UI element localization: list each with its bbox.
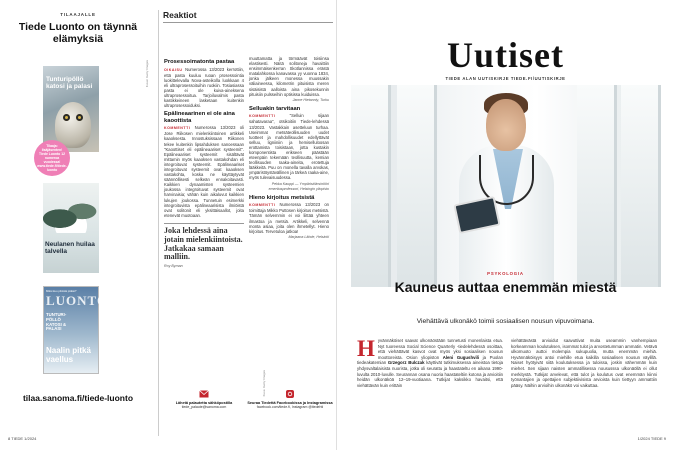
cover-luonto-headline: Naalin pitkä vaellus [46, 346, 91, 364]
letter-tag: KOMMENTTI [164, 126, 191, 131]
letter-title: Epälineaarinen ei ole aina kaoottista [164, 111, 235, 124]
right-page [337, 0, 674, 450]
letter-title: Prosessoimatonta pastaa [164, 59, 235, 65]
page-folio: 8 TIEDE 1/2024 [8, 436, 37, 441]
section-subtitle: TIEDE ALAN UUTISKIRJE TIEDE.FI/UUTISKIRJE [445, 76, 566, 81]
window-pane [621, 85, 661, 287]
letter-signature: Janne Hietanniy, Turku [292, 97, 329, 102]
photo-credit: Kuva: Getty Images [262, 370, 266, 397]
article-body [357, 338, 657, 428]
letter-signature: Pekka Kauppi — Ympäristöinsinööri emeritusprofessori, Helsingin yliopisto [268, 181, 329, 191]
subscription-kicker: TILAAJALLE [60, 12, 96, 17]
social-contact [247, 390, 333, 410]
letter-tag: KOMMENTTI [249, 203, 276, 208]
contact-row [159, 390, 335, 430]
letter-text: KOMMENTTI "Selluin sijaan sahatavaraa", otsikoitiin Tiede-lehdessä 13/2023. Vastakkain asetteluun turhaa. Useimmat metsäteollisuuden uudet tuotteet ja mahdollisuudet edellyttävät selluu, ligniiniin ja hemiselluloosan erottamista toisistaan, jotta kustakin komponentista erikseen päästään eteenpäin tekemään teollisuutta, kemian teollisuuden raaka-aineita, erotettuja lääkkeitä. Puu on monella tavalla arvokas, ympäristöystävällinen ja tärkeä raaka-aine, myös tulevaisuudessa. [249, 113, 329, 181]
letter-text: OIKAISU Numerossa 13/2023 kerrottiin, että pasta kuuluu ruoan prosessointia luokittelevalla Nova-asteikolla luokkaan 4 eli ultraprosessoituihin ruokiin. Tosiasiassa pasta ei ole kuiva-aineksena ultraprosessoitua. Tarjoiluvalmis pasta kastikkeineen lasketaan kuitenkin ultraprosessoiduksi. [164, 66, 245, 109]
letter-text: muuttamatta ja törmäävät toisiinsa elastisesti. Näitä solitoneja havaittiin ensimmäisenkerran Skotlannissa erästä matalahkossa kanavassa yy vuonna 1834, jonka jälkeen monessa muussakin väliaineessa, kilometrin pituisista meren sisäisistä aalloista aina pikosekunnin pituisiin pulsseihin optisissa kuiduissa. [249, 56, 329, 97]
letter-text: KOMMENTTI Numerossa 13/2023 oli Jose Riikosen mielenkiintoinen artikkeli kaaoksesta. Innostuksissaan Riikonen tekee kuitenkin lipsahduksen sanoessaan "Kaoottiset eli epälineaariset systeemit". Epälineaariset systeemit sisältävät mittamin myös kaaoksen vastakohdan eli integroituvat systeemit. Epälineaariset integroituvat systeemit ovat kaaoksen vastakohta, koska ne käyttäytyvät säännöllisesti selkeän ennakoitavasti. Kaikkien dynaamisten systeemien joukossa integroituvat systeemit ovat harvinaisia; vähän kuin aikaluvut kaikkien lukujen joukossa. Tunnetuin esimerkki integroituvista epälineaarisista ilmiöistä ovat solitonit eli yksittäisaallot, joita etenevät muotoaan. [164, 125, 244, 218]
article-column-1 [357, 338, 503, 388]
photo-credit: Kuvat: Getty Images [145, 60, 149, 88]
letter-text: KOMMENTTI Numerossa 13/2023 on toimittaja Mikko Puttosen kirjoitus metsistä. Tämän selvemmin ei voi liittää yhteen ilmastoa ja metsiä. Artikkeli, selvennä monta asiaa, joita olen ihmetellyt. Hieno kirjoitus. Tervetuloa jatkoa! [249, 202, 330, 234]
section-title: Uutiset [447, 35, 564, 75]
cover-luonto-topline: Miksi kuu pilvistä pitäisi? [46, 289, 77, 293]
letter-tag: OIKAISU [164, 67, 183, 72]
cover-owl-title: Tunturipöllö katosi ja palasi [46, 76, 93, 90]
magazine-cover-winter [43, 183, 99, 273]
magazine-cover-luonto [43, 286, 109, 374]
article-title: Kauneus auttaa enemmän miestä [394, 279, 617, 295]
doctor-face [486, 99, 526, 151]
window-pane [397, 85, 437, 287]
section-header [337, 36, 674, 81]
hero-photo-doctor [351, 85, 660, 287]
article-column-2: viehättävästä arvioidut saavuttivat muita useammin vanhempiaan korkeamman koulutuksen, isommat tulot ja arvostetumman ammatin. Vetävä ulkomuoto auttoi molempia sukupuolia, mutta enemmän miehiä. Hyvännäköisyys antoi miehille etua kaikilla sosiaalisen nousun väylillä. Naiset hyötyivät siitä koulutuksessa ja tuloissa, joskin vähemmän kuin miehet. Sen sijaan naisten ammatillisessa noususssa ulkonäöllä ei ollut merkitystä. Tutkijat arvelevat, että tulot ja koulutus ovat enemmän kiinni työnantajien ja opettajien subjektiivisista arvioista kuin tiettyyn ammattiin pääsy. Näihin arvioihin ulkonäkö voi vaikuttaa. [511, 338, 657, 388]
subscription-title: Tiede Luonto on täynnä elämyksiä [18, 21, 138, 45]
cover-winter-title: Neulanen huilaa talvella [45, 241, 95, 255]
social-contact-value[interactable]: facebook.com/tiede.fi, Instagram @tiedehti [256, 405, 324, 410]
letters-section [158, 10, 334, 436]
article-lede: Viehättävä ulkonäkö toimii sosiaalisen nousun vipuvoimana. [416, 318, 595, 325]
cover-luonto-brand: LUONTO [46, 293, 109, 308]
section-heading: Reaktiot [163, 10, 333, 23]
article-kicker: PSYKOLOGIA [487, 271, 524, 276]
article-text: yvännäköiset saavat ulkonäöstään tunnetusti monenlaista etua. Nyt tuoreessa Social Science Quarterly -tiedelehdessä osoittaa, että viehättävät kasvot ovat myös yksi sosiaalisen nousun moottoreista. Osion yliopiston Aleni Gugushvili ja Puolan tiedeakatemian Grzegorz Bulczak käyttivät tutkimuksessa aineistoa tietoja yhdysvaltalaisista nuorista, jotka oli seurattu ja haastateltu en aikana 1990-luvulta 2010-luvulle. Seurannan osana nuoria haastateltiin kotona ja arvioitiin heidän ulkonäköä 12–19-vuotiaana. Tutkijat kaksikko havaitsi, että viehättävän kuin erittäin [357, 338, 503, 388]
pull-quote-signature: Roy Byman [164, 264, 183, 269]
researcher-name: Aleni Gugushvili [442, 354, 480, 360]
email-contact-label: Lähetä palautetta sähköpostilla [175, 401, 233, 405]
email-contact-value[interactable]: tiede_palaute@sanoma.com [181, 405, 227, 410]
window-pane [577, 85, 617, 287]
letters-column-1 [164, 56, 244, 269]
page-folio: 1/2024 TIEDE 9 [637, 436, 666, 441]
subscription-url[interactable]: tilaa.sanoma.fi/tiede-luonto [22, 393, 134, 403]
snowy-tree-image [43, 197, 99, 233]
letter-signature: Marjaana Lähde, Helsinki [288, 234, 329, 239]
letter-title: Hieno kirjoitus metsistä [249, 194, 315, 201]
pull-quote: Joka lehdessä aina jotain mielenkiintoista. Jatkakaa samaan malliin. [164, 223, 244, 262]
researcher-name: Grzegorz Bulczak [387, 360, 425, 366]
window-pane [351, 85, 391, 287]
email-contact [161, 390, 247, 410]
envelope-icon [199, 390, 209, 398]
letter-title: Selluakin tarvitaan [249, 105, 301, 112]
social-icon [285, 390, 295, 398]
social-contact-label: Seuraa Tiedettä Facebookissa ja Instagramissa [247, 401, 333, 405]
letter-tag: KOMMENTTI [249, 114, 276, 119]
promo-badge: Tilaaja: lisäjäsenten! Tiede Luonto 12 numeroa vuodessa! www.tiede.fi/tiede-luonto [34, 140, 70, 176]
drop-cap: H [357, 336, 375, 361]
letters-column-2 [249, 56, 329, 243]
cover-luonto-subhead: TUNTURI-PÖLLÖ KATOSI & PALASI [46, 312, 67, 332]
